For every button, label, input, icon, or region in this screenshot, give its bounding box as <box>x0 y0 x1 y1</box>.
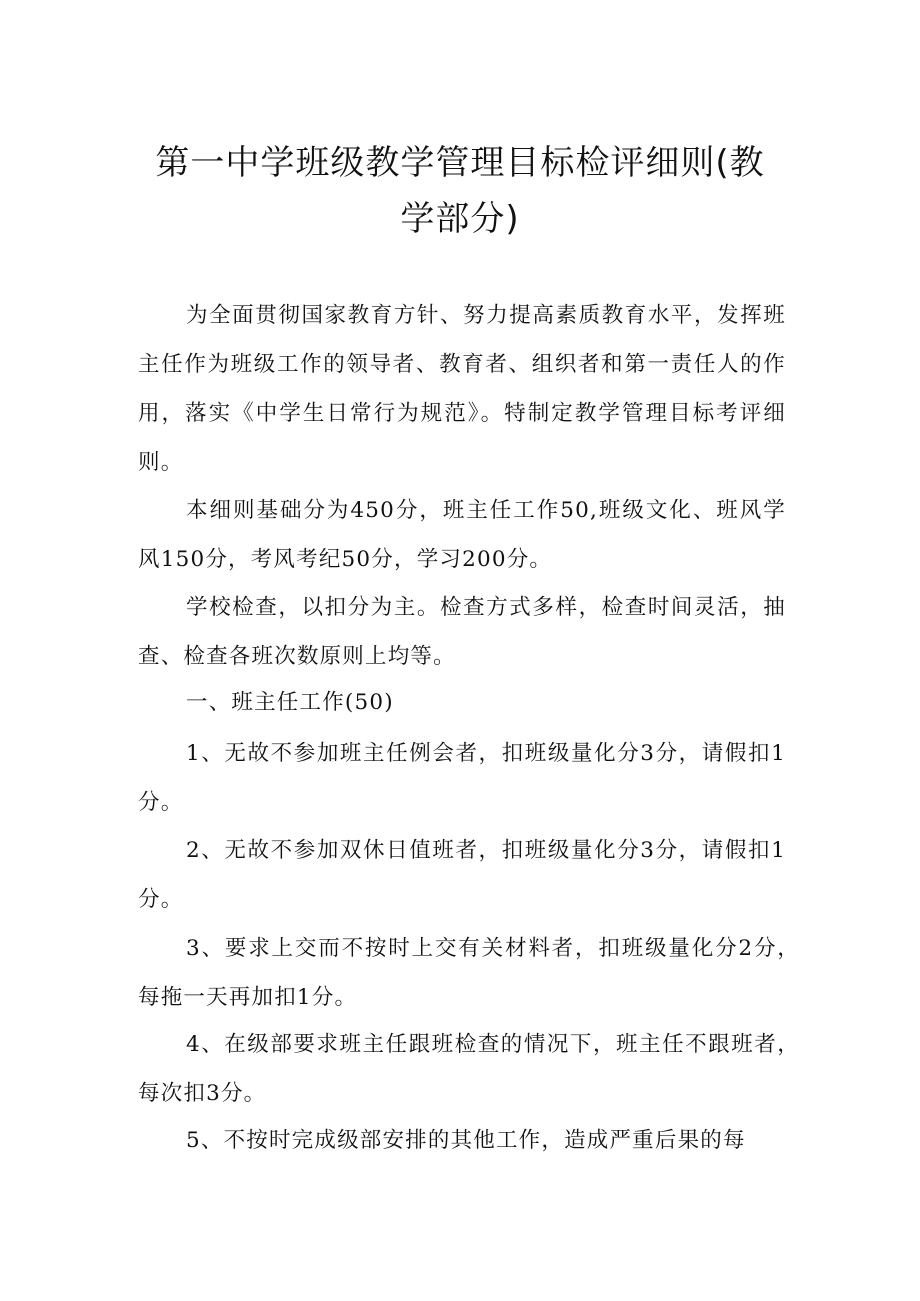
paragraph-2-line-1: 本细则基础分为450分，班主任工作50,班级文化、班风学 <box>186 498 786 523</box>
item-5-line-1: 5、不按时完成级部安排的其他工作，造成严重后果的每 <box>186 1128 746 1153</box>
paragraph-1-line-2: 主任作为班级工作的领导者、教育者、组织者和第一责任人的作 <box>138 352 786 377</box>
paragraph-2-line-2: 风150分，考风考纪50分，学习200分。 <box>138 547 553 572</box>
document-title-line-2: 学部分) <box>400 199 520 239</box>
document-title-line-1: 第一中学班级教学管理目标检评细则(教 <box>155 143 765 183</box>
item-4-line-2: 每次扣3分。 <box>138 1081 267 1106</box>
item-3-line-1: 3、要求上交而不按时上交有关材料者，扣班级量化分2分， <box>186 936 800 961</box>
item-2-line-2: 分。 <box>138 887 184 912</box>
paragraph-1-line-1: 为全面贯彻国家教育方针、努力提高素质教育水平，发挥班 <box>186 303 786 328</box>
item-1-line-2: 分。 <box>138 790 184 815</box>
item-1-line-1: 1、无故不参加班主任例会者，扣班级量化分3分，请假扣1 <box>186 741 786 766</box>
item-4-line-1: 4、在级部要求班主任跟班检查的情况下，班主任不跟班者， <box>186 1032 800 1057</box>
paragraph-1-line-3: 用，落实《中学生日常行为规范》。特制定教学管理目标考评细 <box>138 401 786 426</box>
item-3-line-2: 每拖一天再加扣1分。 <box>138 985 358 1010</box>
paragraph-1-line-4: 则。 <box>138 450 184 475</box>
paragraph-3-line-2: 查、检查各班次数原则上均等。 <box>138 644 456 669</box>
item-2-line-1: 2、无故不参加双休日值班者，扣班级量化分3分，请假扣1 <box>186 838 786 863</box>
paragraph-3-line-1: 学校检查，以扣分为主。检查方式多样，检查时间灵活，抽 <box>186 595 786 620</box>
section-heading-1: 一、班主任工作(50) <box>186 690 394 715</box>
